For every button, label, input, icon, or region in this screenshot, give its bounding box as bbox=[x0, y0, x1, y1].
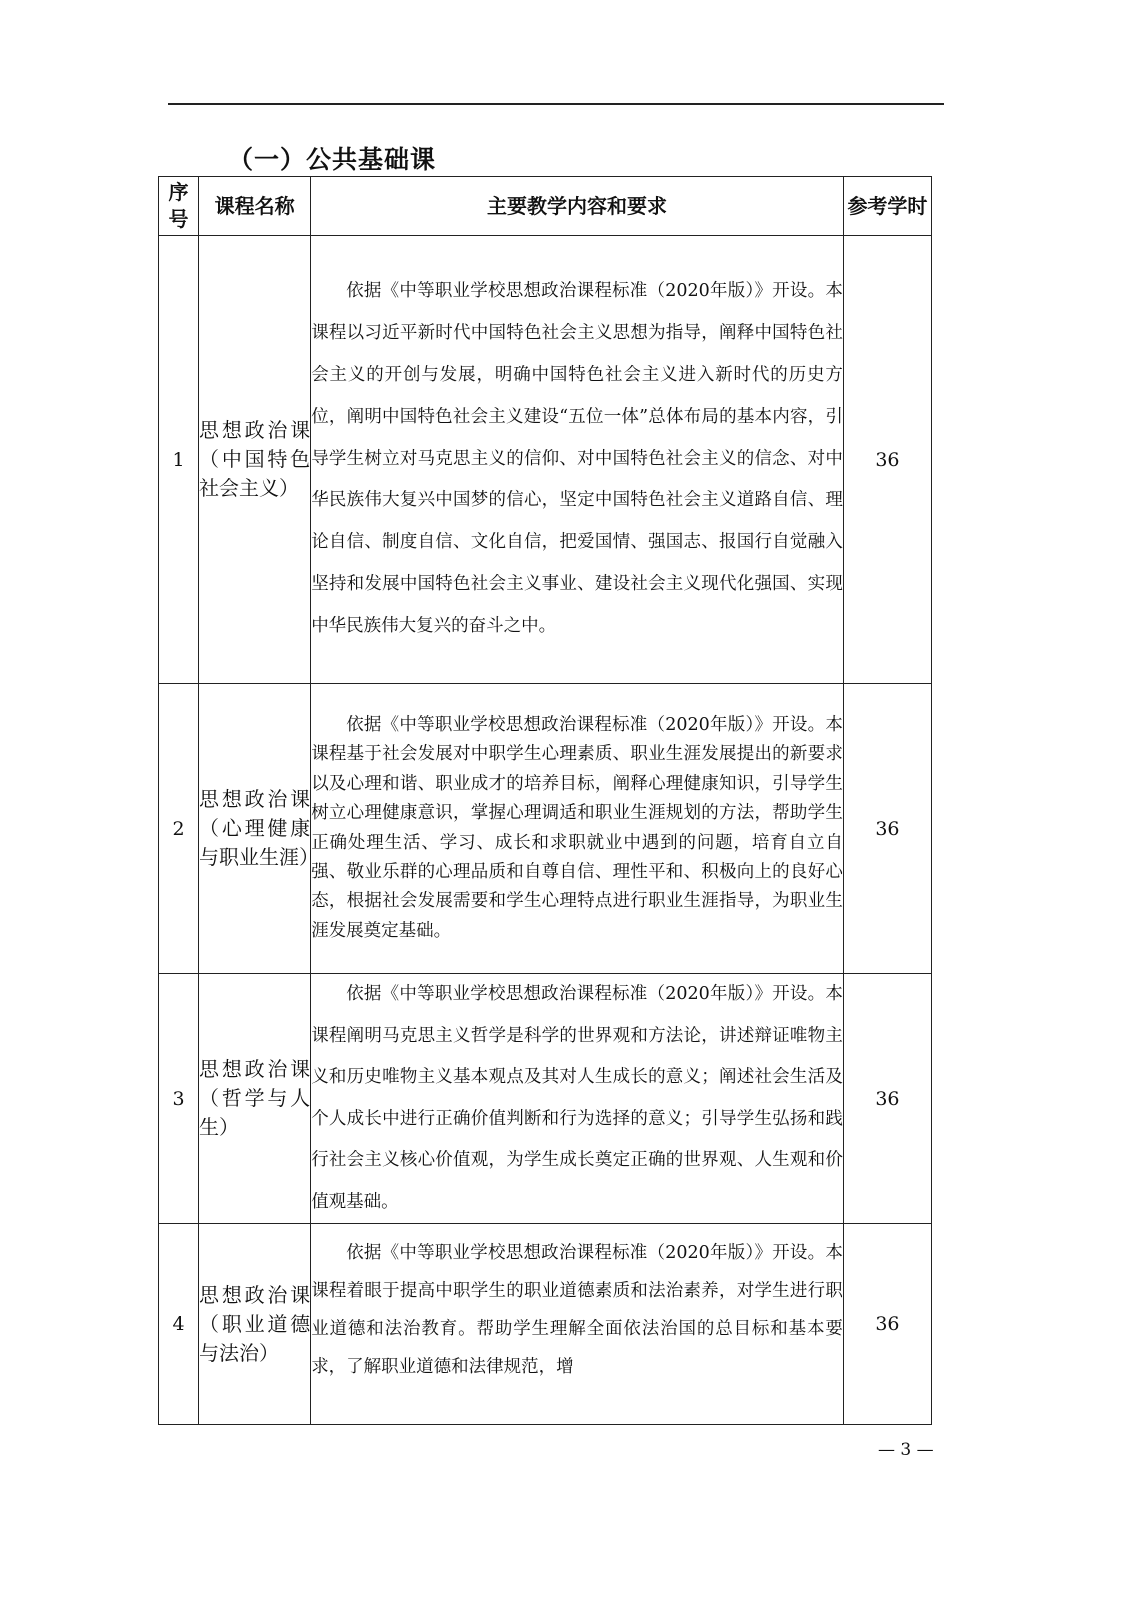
course-name: 思想政治课（中国特色社会主义） bbox=[199, 236, 311, 684]
requirements-text: 依据《中等职业学校思想政治课程标准（2020年版）》开设。本课程着眼于提高中职学生的职业道德素质和法治素养，对学生进行职业道德和法治教育。帮助学生理解全面依法治国的总目标和基本要求，了解职业道德和法律规范，增 bbox=[311, 1243, 843, 1377]
course-hours: 36 bbox=[843, 974, 931, 1224]
course-hours: 36 bbox=[843, 236, 931, 684]
requirements-text: 依据《中等职业学校思想政治课程标准（2020年版）》开设。本课程阐明马克思主义哲学是科学的世界观和方法论，讲述辩证唯物主义和历史唯物主义基本观点及其对人生成长的意义；阐述社会生活及个人成长中进行正确价值判断和行为选择的意义；引导学生弘扬和践行社会主义核心价值观，为学生成长奠定正确的世界观、人生观和价值观基础。 bbox=[311, 984, 843, 1212]
header-course-name: 课程名称 bbox=[199, 177, 311, 236]
course-table bbox=[158, 176, 932, 1425]
course-name: 思想政治课（职业道德与法治） bbox=[199, 1224, 311, 1425]
table-row bbox=[159, 1224, 932, 1425]
course-requirements bbox=[311, 1224, 844, 1425]
course-name: 思想政治课（哲学与人生） bbox=[199, 974, 311, 1224]
course-name: 思想政治课（心理健康与职业生涯） bbox=[199, 684, 311, 974]
course-requirements bbox=[311, 236, 844, 684]
table-row bbox=[159, 236, 932, 684]
course-requirements bbox=[311, 974, 844, 1224]
requirements-text: 依据《中等职业学校思想政治课程标准（2020年版）》开设。本课程基于社会发展对中职学生心理素质、职业生涯发展提出的新要求以及心理和谐、职业成才的培养目标，阐释心理健康知识，引导学生树立心理健康意识，掌握心理调适和职业生涯规划的方法，帮助学生正确处理生活、学习、成长和求职就业中遇到的问题，培育自立自强、敬业乐群的心理品质和自尊自信、理性平和、积极向上的良好心态，根据社会发展需要和学生心理特点进行职业生涯指导，为职业生涯发展奠定基础。 bbox=[311, 714, 843, 941]
header-rule bbox=[168, 103, 944, 105]
course-requirements bbox=[311, 684, 844, 974]
table-row bbox=[159, 684, 932, 974]
table-row bbox=[159, 974, 932, 1224]
row-number: 4 bbox=[159, 1224, 199, 1425]
table-header-row bbox=[159, 177, 932, 236]
requirements-text: 依据《中等职业学校思想政治课程标准（2020年版）》开设。本课程以习近平新时代中国特色社会主义思想为指导，阐释中国特色社会主义的开创与发展，明确中国特色社会主义进入新时代的历史方位，阐明中国特色社会主义建设“五位一体”总体布局的基本内容，引导学生树立对马克思主义的信仰、对中国特色社会主义的信念、对中华民族伟大复兴中国梦的信心，坚定中国特色社会主义道路自信、理论自信、制度自信、文化自信，把爱国情、强国志、报国行自觉融入坚持和发展中国特色社会主义事业、建设社会主义现代化强国、实现中华民族伟大复兴的奋斗之中。 bbox=[311, 281, 843, 636]
row-number: 2 bbox=[159, 684, 199, 974]
course-hours: 36 bbox=[843, 684, 931, 974]
row-number: 1 bbox=[159, 236, 199, 684]
header-requirements: 主要教学内容和要求 bbox=[311, 177, 844, 236]
header-no: 序号 bbox=[159, 177, 199, 236]
page-number: — 3 — bbox=[878, 1440, 934, 1460]
section-title: （一）公共基础课 bbox=[228, 145, 437, 174]
row-number: 3 bbox=[159, 974, 199, 1224]
course-hours: 36 bbox=[843, 1224, 931, 1425]
header-hours: 参考学时 bbox=[843, 177, 931, 236]
